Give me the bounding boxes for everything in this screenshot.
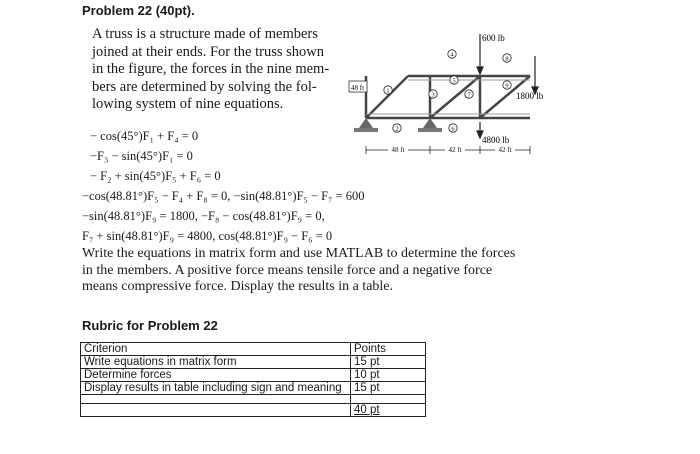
table-row-empty [81, 395, 426, 404]
pin-support-left [354, 118, 378, 132]
instructions-line: Write the equations in matrix form and use MATLAB to determine the forces [82, 246, 516, 261]
table-row [81, 369, 426, 382]
truss-figure [340, 28, 570, 168]
table-row-total [81, 404, 426, 417]
member-number: 8 [505, 55, 509, 63]
member-number: 3 [431, 91, 435, 99]
intro-line: lowing system of nine equations. [92, 96, 284, 112]
table-row [81, 356, 426, 369]
height-label: 48 ft [351, 84, 365, 92]
load-label-top: 600 lb [482, 33, 505, 43]
member-number: 6 [451, 125, 455, 133]
instructions [82, 246, 562, 296]
equation-1: − cos(45°)F₁ + F₄ = 0 [90, 129, 199, 143]
member-number: 5 [452, 77, 456, 85]
criterion-cell: Display results in table including sign and meaning [81, 382, 351, 395]
table-header-row [81, 343, 426, 356]
points-header: Points [351, 343, 426, 356]
criterion-cell: Determine forces [81, 369, 351, 382]
problem-title: Problem 22 (40pt). [82, 3, 195, 18]
intro-line: in the figure, the forces in the nine mem- [92, 61, 330, 77]
instructions-line: in the members. A positive force means tensile force and a negative force [82, 262, 493, 278]
rubric-title: Rubric for Problem 22 [82, 318, 218, 333]
points-cell: 15 pt [351, 382, 426, 395]
instructions-line: means compressive force. Display the results in a table. [82, 279, 394, 294]
member-number: 7 [467, 91, 471, 99]
criterion-header: Criterion [81, 343, 351, 356]
dimension-label: 42 ft [448, 146, 462, 154]
intro-line: bers are determined by solving the fol- [92, 78, 317, 95]
equation-3: − F₂ + sin(45°)F₅ + F₆ = 0 [90, 169, 221, 183]
equation-2: −F₃ − sin(45°)F₁ = 0 [90, 149, 193, 163]
member-number: 2 [395, 125, 399, 133]
problem-intro [92, 26, 344, 114]
dimension-label: 42 ft [498, 146, 512, 154]
intro-line: A truss is a structure made of members [92, 26, 318, 42]
load-label-right: 1800 lb [516, 91, 544, 101]
points-cell: 10 pt [351, 369, 426, 382]
pin-support-right [418, 118, 442, 132]
equation-5: −sin(48.81°)F₉ = 1800, −F₈ − cos(48.81°)F₉ = 0, [82, 209, 325, 223]
equation-6: F₇ + sin(48.81°)F₉ = 4800, cos(48.81°)F₉ − F₆ = 0 [82, 229, 333, 243]
rubric-table [80, 342, 426, 417]
dimension-label: 48 ft [391, 146, 405, 154]
member-number: 4 [450, 51, 454, 59]
total-points: 40 pt [351, 404, 426, 417]
intro-line: joined at their ends. For the truss shown [92, 43, 324, 60]
criterion-cell: Write equations in matrix form [81, 356, 351, 369]
member-number: 9 [505, 82, 509, 90]
equation-4: −cos(48.81°)F₅ − F₄ + F₈ = 0, −sin(48.81°)F₅ − F₇ = 600 [82, 189, 365, 203]
points-cell: 15 pt [351, 356, 426, 369]
member-number: 1 [386, 87, 390, 95]
load-label-bottom: 4800 lb [482, 135, 510, 145]
table-row [81, 382, 426, 395]
